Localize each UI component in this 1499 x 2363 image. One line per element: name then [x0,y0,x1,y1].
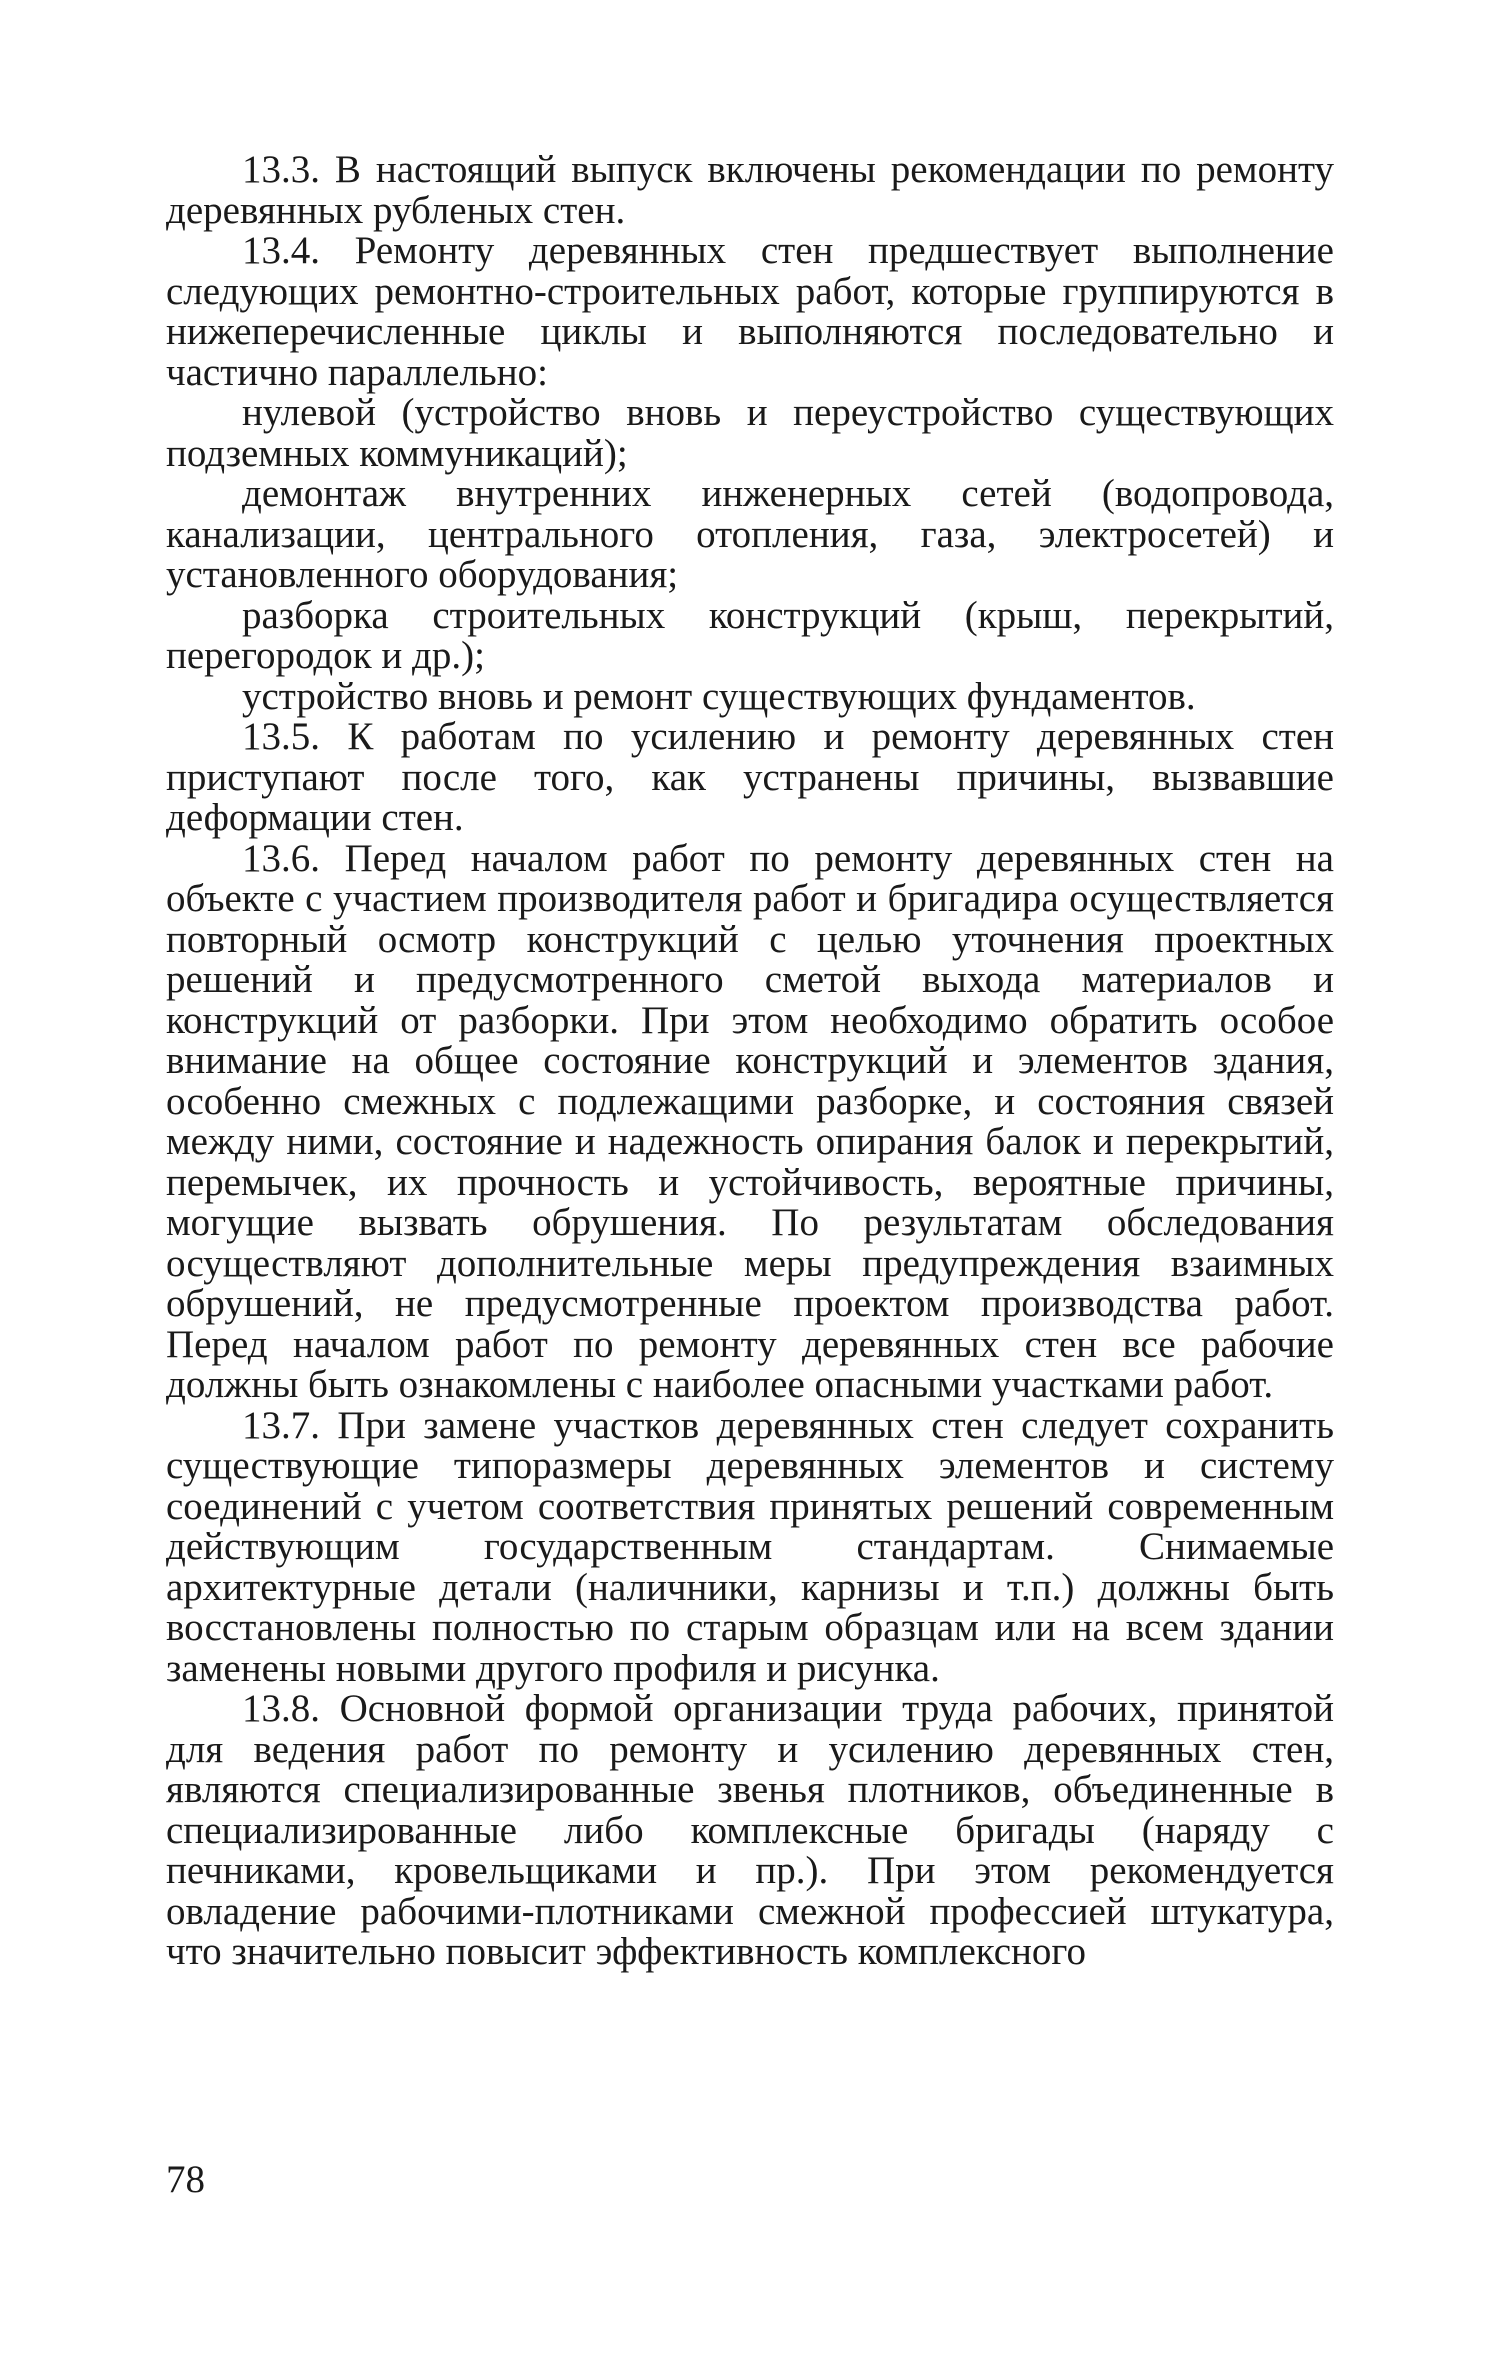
page-body [166,150,1334,1973]
paragraph-13-6: 13.6. Перед началом работ по ремонту деревянных стен на объекте с участием производителя работ и бригадира осуществляется повторный осмотр конструкций с целью уточнения проектных решений и предусмотренного сметой выхода материалов и конструкций от разборки. При этом необходимо обратить особое внимание на общее состояние конструкций и элементов здания, особенно смежных с подлежащими разборке, и состояния связей между ними, состояние и надежность опирания балок и перекрытий, перемычек, их прочность и устойчивость, вероятные причины, могущие вызвать обрушения. По результатам обследования осуществляют дополнительные меры предупреждения взаимных обрушений, не предусмотренные проектом производства работ. Перед началом работ по ремонту деревянных стен все рабочие должны быть ознакомлены с наиболее опасными участками работ. [166,836,1334,1406]
paragraph-13-8: 13.8. Основной формой организации труда рабочих, принятой для ведения работ по ремонту и усилению деревянных стен, являются специализированные звенья плотников, объединенные в специализированные либо комплексные бригады (наряду с печниками, кровельщиками и пр.). При этом рекомендуется овладение рабочими-плотниками смежной профессией штукатура, что значительно повысит эффективность комплексного [166,1687,1334,1973]
paragraph-13-4: 13.4. Ремонту деревянных стен предшествует выполнение следующих ремонтно-строительных работ, которые группируются в нижеперечисленные циклы и выполняются последовательно и частично параллельно: [166,229,1334,394]
paragraph-13-3: 13.3. В настоящий выпуск включены рекомендации по ремонту деревянных рубленых стен. [166,148,1334,232]
page-number: 78 [166,2158,205,2201]
list-item-zero-cycle: нулевой (устройство вновь и переустройство существующих подземных коммуникаций); [166,391,1334,475]
paragraph-13-5: 13.5. К работам по усилению и ремонту деревянных стен приступают после того, как устранены причины, вызвавшие деформации стен. [166,715,1334,839]
list-item-dismantling: демонтаж внутренних инженерных сетей (водопровода, канализации, центрального отопления, газа, электросетей) и установленного оборудования; [166,472,1334,596]
paragraph-13-7: 13.7. При замене участков деревянных стен следует сохранить существующие типоразмеры деревянных элементов и систему соединений с учетом соответствия принятых решений современным действующим государственным стандартам. Снимаемые архитектурные детали (наличники, карнизы и т.п.) должны быть восстановлены полностью по старым образцам или на всем здании заменены новыми другого профиля и рисунка. [166,1403,1334,1690]
list-item-foundations: устройство вновь и ремонт существующих фундаментов. [242,674,1196,718]
list-item-disassembly: разборка строительных конструкций (крыш, перекрытий, перегородок и др.); [166,593,1334,677]
